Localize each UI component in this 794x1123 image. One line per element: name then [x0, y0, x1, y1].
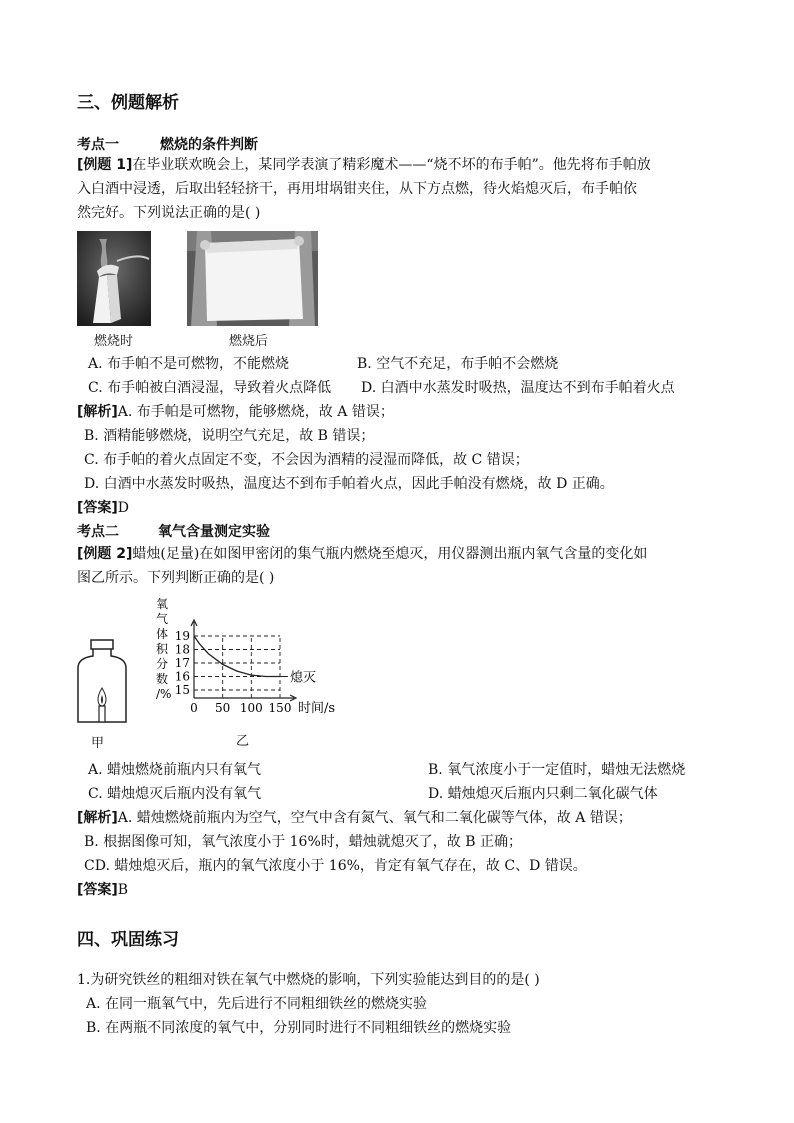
y-tick-label: 15 [174, 683, 190, 697]
answer-value: B [117, 882, 129, 898]
y-axis-label-char: 体 [156, 627, 169, 641]
question-1-option-a: A. 在同一瓶氧气中，先后进行不同粗细铁丝的燃烧实验 [86, 996, 428, 1012]
example-1-analysis-3: C. 布手帕的着火点固定不变，不会因为酒精的浸湿而降低，故 C 错误； [84, 452, 529, 468]
example-2-analysis-3: CD. 蜡烛熄灭后，瓶内的氧气浓度小于 16%，肯定有氧气存在，故 C、D 错误。 [84, 858, 587, 874]
x-tick-label: 150 [268, 701, 292, 715]
gas-jar-figure [72, 638, 132, 728]
example-2-option-a: A. 蜡烛燃烧前瓶内只有氧气 [88, 762, 262, 778]
example-2-option-b: B. 氧气浓度小于一定值时，蜡烛无法燃烧 [428, 762, 686, 778]
photo-2-caption: 燃烧后 [229, 334, 269, 349]
example-text: 在毕业联欢晚会上，某同学表演了精彩魔术——“烧不坏的布手帕”。他先将布手帕放 [132, 157, 651, 173]
x-axis-label: 时间/s [298, 701, 336, 716]
example-1-option-a: A. 布手帕不是可燃物，不能燃烧 [88, 356, 290, 372]
question-1-stem: 1.为研究铁丝的粗细对铁在氧气中燃烧的影响，下列实验能达到目的的是( ) [77, 972, 540, 988]
example-1-line-1 [77, 153, 651, 177]
x-tick-label: 0 [190, 701, 198, 715]
key-point-label: 考点二 [77, 524, 119, 540]
burning-handkerchief-illustration [77, 231, 151, 326]
example-2-line-2: 图乙所示。下列判断正确的是( ) [77, 570, 275, 586]
example-1-option-c: C. 布手帕被白酒浸湿，导致着火点降低 [88, 380, 332, 396]
example-tag: [例题 1] [77, 157, 133, 173]
analysis-tag: [解析] [77, 404, 118, 420]
y-tick-label: 18 [174, 642, 190, 657]
example-2-analysis-1 [77, 806, 632, 830]
y-tick-label: 19 [174, 629, 190, 643]
y-axis-label-char: 气 [156, 612, 169, 626]
section-title: 四、巩固练习 [77, 930, 179, 950]
y-axis-label-char: 分 [156, 657, 169, 671]
y-axis-label-char: 数 [156, 672, 169, 686]
x-tick-label: 50 [215, 701, 231, 715]
intact-handkerchief-illustration [187, 231, 318, 326]
answer-tag: [答案] [77, 882, 118, 898]
key-point-label: 考点一 [77, 137, 119, 153]
example-1-analysis-4: D. 白酒中水蒸发时吸热，温度达不到布手帕着火点，因此手帕没有燃烧，故 D 正确。 [84, 476, 614, 492]
answer-tag: [答案] [77, 500, 118, 516]
photo-after-burning [187, 231, 318, 326]
example-1-option-d: D. 白酒中水蒸发时吸热，温度达不到布手帕着火点 [361, 380, 675, 396]
figure-label-a: 甲 [91, 736, 105, 751]
y-tick-label: 16 [174, 669, 190, 684]
y-tick-label: 17 [174, 656, 190, 670]
analysis-text: A. 布手帕是可燃物，能够燃烧，故 A 错误； [117, 404, 394, 420]
x-tick-label: 100 [239, 701, 263, 715]
example-1-answer [77, 496, 129, 520]
analysis-text: A. 蜡烛燃烧前瓶内为空气，空气中含有氮气、氧气和二氧化碳等气体，故 A 错误； [117, 810, 632, 826]
example-2-line-1 [77, 542, 647, 566]
photo-1-caption: 燃烧时 [94, 334, 134, 349]
y-axis-label-char: 氧 [156, 597, 169, 611]
analysis-tag: [解析] [77, 810, 118, 826]
section-title: 三、例题解析 [77, 93, 179, 113]
key-point-title: 燃烧的条件判断 [160, 137, 258, 153]
example-1-line-2: 入白酒中浸透，后取出轻轻挤干，再用坩埚钳夹住，从下方点燃，待火焰熄灭后，布手帕依 [77, 181, 637, 197]
question-1-option-b: B. 在两瓶不同浓度的氧气中，分别同时进行不同粗细铁丝的燃烧实验 [86, 1020, 512, 1036]
example-1-option-b: B. 空气不充足，布手帕不会燃烧 [357, 356, 559, 372]
example-tag: [例题 2] [77, 546, 133, 562]
example-2-answer [77, 878, 128, 902]
candle [99, 706, 105, 722]
example-text: 蜡烛(足量)在如图甲密闭的集气瓶内燃烧至熄灭，用仪器测出瓶内氧气含量的变化如 [132, 546, 648, 562]
example-1-line-3: 然完好。下列说法正确的是( ) [77, 205, 261, 221]
photo-burning [77, 231, 151, 326]
annotation-label: 熄灭 [290, 670, 317, 686]
jar-stopper [91, 640, 113, 649]
oxygen-curve [194, 636, 280, 677]
example-1-analysis-2: B. 酒精能够燃烧，说明空气充足，故 B 错误； [84, 428, 375, 444]
oxygen-chart [150, 594, 340, 724]
figure-label-b: 乙 [236, 734, 250, 749]
y-axis-label-char: /% [156, 687, 172, 701]
example-2-option-d: D. 蜡烛熄灭后瓶内只剩二氧化碳气体 [428, 786, 658, 802]
example-2-analysis-2: B. 根据图像可知，氧气浓度小于 16%时，蜡烛就熄灭了，故 B 正确； [84, 834, 522, 850]
example-1-analysis-1 [77, 400, 394, 424]
example-2-option-c: C. 蜡烛熄灭后瓶内没有氧气 [88, 786, 262, 802]
answer-value: D [117, 500, 130, 516]
y-axis-label-char: 积 [156, 642, 169, 656]
key-point-title: 氧气含量测定实验 [158, 524, 270, 540]
